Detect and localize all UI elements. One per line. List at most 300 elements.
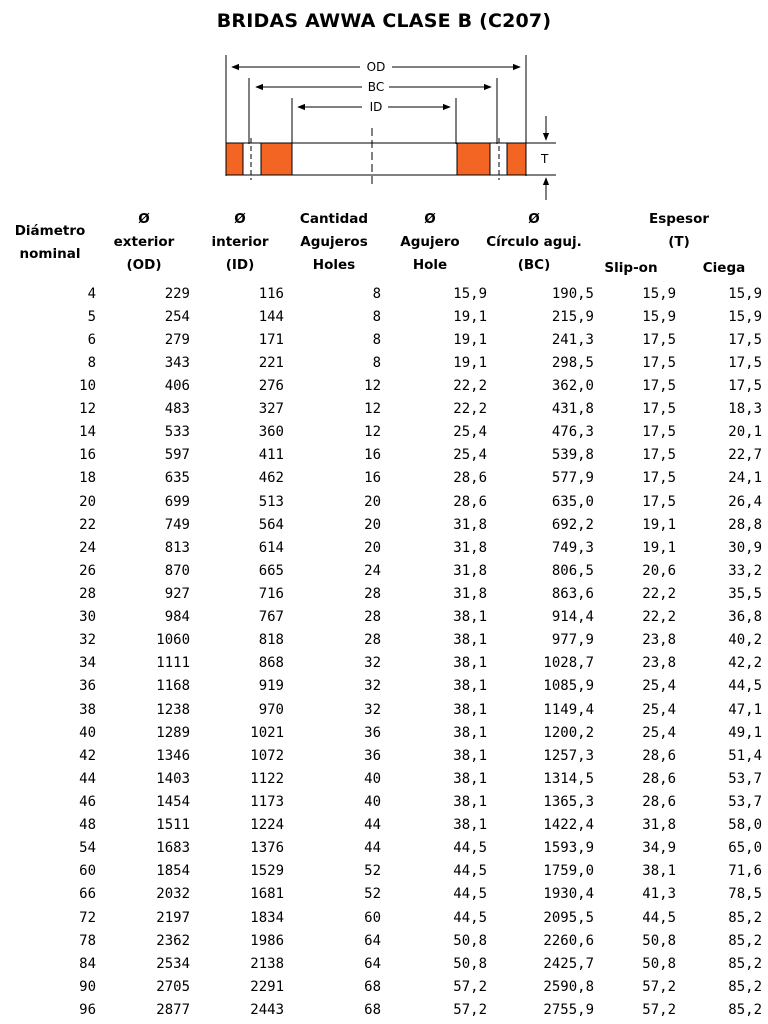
table-cell: 34 [79,655,96,672]
flange-section-right [507,143,526,175]
table-cell: 806,5 [551,562,594,579]
table-cell: 28,6 [453,470,487,487]
table-cell: 2425,7 [543,955,594,972]
table-cell: 20 [364,493,381,510]
table-cell: 8 [372,308,381,325]
table-cell: 52 [364,863,381,880]
table-cell: 116 [258,285,284,302]
table-cell: 1759,0 [543,863,594,880]
table-cell: 84 [79,955,96,972]
table-cell: 72 [79,909,96,926]
table-cell: 1289 [156,724,190,741]
table-row [0,790,768,813]
table-cell: 2877 [156,1001,190,1018]
table-cell: 20,1 [728,424,762,441]
table-cell: 16 [364,470,381,487]
table-cell: 50,8 [453,955,487,972]
table-cell: 635,0 [551,493,594,510]
flange-table [0,282,768,1022]
table-cell: 411 [258,447,284,464]
table-row [0,675,768,698]
table-cell: 85,2 [728,978,762,995]
table-row [0,351,768,374]
table-row [0,698,768,721]
table-cell: 22,2 [642,609,676,626]
table-cell: 20 [364,516,381,533]
table-cell: 8 [372,331,381,348]
table-cell: 46 [79,793,96,810]
table-cell: 36 [364,747,381,764]
table-cell: 1111 [156,655,190,672]
table-row [0,929,768,952]
table-cell: 50,8 [453,932,487,949]
table-cell: 2260,6 [543,932,594,949]
table-cell: 64 [364,955,381,972]
table-cell: 254 [164,308,190,325]
table-cell: 32 [364,701,381,718]
table-cell: 19,1 [642,516,676,533]
table-cell: 48 [79,817,96,834]
table-cell: 1930,4 [543,886,594,903]
table-cell: 18,3 [728,401,762,418]
page-title: BRIDAS AWWA CLASE B (C207) [216,10,552,32]
table-row [0,374,768,397]
table-cell: 22 [79,516,96,533]
table-cell: 863,6 [551,585,594,602]
table-cell: 57,2 [642,978,676,995]
table-cell: 229 [164,285,190,302]
header-slipon: Slip-on [604,260,658,276]
table-cell: 298,5 [551,354,594,371]
table-cell: 17,5 [642,377,676,394]
table-cell: 2534 [156,955,190,972]
table-cell: 577,9 [551,470,594,487]
table-cell: 1529 [250,863,284,880]
table-cell: 23,8 [642,632,676,649]
table-row [0,582,768,605]
table-cell: 665 [258,562,284,579]
table-cell: 17,5 [642,401,676,418]
table-cell: 22,7 [728,447,762,464]
table-cell: 85,2 [728,1001,762,1018]
id-label: ID [369,100,383,114]
table-cell: 25,4 [453,424,487,441]
table-row [0,559,768,582]
table-cell: 513 [258,493,284,510]
table-cell: 870 [164,562,190,579]
table-cell: 1454 [156,793,190,810]
table-cell: 276 [258,377,284,394]
table-cell: 22,2 [453,401,487,418]
table-cell: 1021 [250,724,284,741]
table-cell: 44,5 [453,909,487,926]
diameter-symbol: Ø [528,211,540,227]
table-cell: 30 [79,609,96,626]
table-cell: 38 [79,701,96,718]
table-cell: 1314,5 [543,770,594,787]
table-cell: 327 [258,401,284,418]
table-row [0,952,768,975]
table-cell: 17,5 [642,447,676,464]
table-row [0,536,768,559]
table-cell: 1238 [156,701,190,718]
table-row [0,906,768,929]
table-cell: 1834 [250,909,284,926]
table-cell: 26,4 [728,493,762,510]
table-cell: 57,2 [453,978,487,995]
flange-diagram [0,50,768,210]
flange-table-body [0,282,768,1022]
table-cell: 533 [164,424,190,441]
table-cell: 53,7 [728,793,762,810]
table-cell: 23,8 [642,655,676,672]
table-cell: 406 [164,377,190,394]
table-cell: 22,2 [642,585,676,602]
table-cell: 2291 [250,978,284,995]
table-cell: 16 [79,447,96,464]
table-row [0,744,768,767]
table-cell: 28 [364,585,381,602]
table-cell: 28,6 [642,747,676,764]
table-cell: 32 [364,678,381,695]
table-cell: 41,3 [642,886,676,903]
table-cell: 28 [364,632,381,649]
table-cell: 78 [79,932,96,949]
flange-section-left-inner [261,143,292,175]
table-cell: 36 [364,724,381,741]
table-row [0,282,768,305]
table-cell: 1028,7 [543,655,594,672]
table-cell: 38,1 [642,863,676,880]
table-row [0,652,768,675]
table-cell: 54 [79,840,96,857]
table-row [0,305,768,328]
table-cell: 42,2 [728,655,762,672]
table-cell: 279 [164,331,190,348]
table-cell: 1168 [156,678,190,695]
table-cell: 19,1 [453,354,487,371]
table-cell: 1683 [156,840,190,857]
table-cell: 44,5 [728,678,762,695]
table-cell: 38,1 [453,770,487,787]
flange-section-left [226,143,243,175]
table-cell: 38,1 [453,817,487,834]
table-cell: 31,8 [453,585,487,602]
table-cell: 15,9 [642,285,676,302]
table-cell: 25,4 [453,447,487,464]
table-cell: 2032 [156,886,190,903]
table-cell: 71,6 [728,863,762,880]
header-od: Ø exterior (OD) [100,208,188,277]
table-row [0,421,768,444]
table-cell: 65,0 [728,840,762,857]
table-cell: 12 [364,377,381,394]
table-cell: 483 [164,401,190,418]
table-cell: 44 [79,770,96,787]
table-cell: 1173 [250,793,284,810]
table-cell: 47,1 [728,701,762,718]
table-cell: 85,2 [728,955,762,972]
table-cell: 31,8 [453,516,487,533]
table-cell: 215,9 [551,308,594,325]
table-cell: 78,5 [728,886,762,903]
table-cell: 17,5 [642,424,676,441]
table-row [0,490,768,513]
table-cell: 6 [87,331,96,348]
table-cell: 8 [372,285,381,302]
table-cell: 36,8 [728,609,762,626]
table-row [0,328,768,351]
table-cell: 8 [372,354,381,371]
table-cell: 1593,9 [543,840,594,857]
diameter-symbol: Ø [424,211,436,227]
table-cell: 20,6 [642,562,676,579]
table-cell: 597 [164,447,190,464]
table-cell: 927 [164,585,190,602]
table-cell: 31,8 [453,539,487,556]
table-cell: 977,9 [551,632,594,649]
table-cell: 1060 [156,632,190,649]
table-cell: 1072 [250,747,284,764]
table-cell: 49,1 [728,724,762,741]
table-cell: 38,1 [453,609,487,626]
table-cell: 38,1 [453,747,487,764]
table-row [0,883,768,906]
table-cell: 12 [79,401,96,418]
table-cell: 10 [79,377,96,394]
table-cell: 1346 [156,747,190,764]
table-cell: 1224 [250,817,284,834]
table-cell: 15,9 [728,285,762,302]
t-label: T [541,152,549,166]
table-cell: 40,2 [728,632,762,649]
table-cell: 699 [164,493,190,510]
table-cell: 360 [258,424,284,441]
table-cell: 53,7 [728,770,762,787]
table-cell: 44,5 [453,840,487,857]
table-cell: 15,9 [728,308,762,325]
table-cell: 16 [364,447,381,464]
table-cell: 14 [79,424,96,441]
table-cell: 25,4 [642,678,676,695]
table-cell: 64 [364,932,381,949]
table-cell: 19,1 [642,539,676,556]
header-thickness: Espesor (T) [648,211,710,250]
table-cell: 24,1 [728,470,762,487]
table-cell: 17,5 [642,493,676,510]
table-cell: 44,5 [453,863,487,880]
table-cell: 38,1 [453,655,487,672]
table-cell: 19,1 [453,308,487,325]
table-cell: 171 [258,331,284,348]
table-cell: 1376 [250,840,284,857]
table-cell: 12 [364,424,381,441]
table-cell: 42 [79,747,96,764]
table-cell: 50,8 [642,955,676,972]
table-cell: 28,6 [642,770,676,787]
header-quantity: Cantidad Agujeros Holes [299,211,369,273]
table-cell: 28,8 [728,516,762,533]
table-cell: 31,8 [453,562,487,579]
table-row [0,814,768,837]
table-cell: 25,4 [642,724,676,741]
bc-label: BC [367,80,385,94]
table-cell: 1422,4 [543,817,594,834]
table-cell: 970 [258,701,284,718]
table-cell: 38,1 [453,724,487,741]
table-cell: 8 [87,354,96,371]
table-cell: 1681 [250,886,284,903]
table-cell: 2362 [156,932,190,949]
table-cell: 38,1 [453,678,487,695]
table-row [0,975,768,998]
table-cell: 4 [87,285,96,302]
table-cell: 33,2 [728,562,762,579]
table-cell: 30,9 [728,539,762,556]
table-cell: 462 [258,470,284,487]
table-cell: 343 [164,354,190,371]
table-cell: 17,5 [642,470,676,487]
table-row [0,513,768,536]
table-cell: 1122 [250,770,284,787]
table-cell: 221 [258,354,284,371]
table-cell: 34,9 [642,840,676,857]
table-cell: 66 [79,886,96,903]
table-cell: 28 [364,609,381,626]
table-cell: 32 [364,655,381,672]
table-cell: 1403 [156,770,190,787]
table-row [0,398,768,421]
table-row [0,860,768,883]
table-cell: 564 [258,516,284,533]
table-cell: 38,1 [453,632,487,649]
table-cell: 1854 [156,863,190,880]
table-cell: 1085,9 [543,678,594,695]
table-cell: 28 [79,585,96,602]
table-cell: 44 [364,817,381,834]
table-cell: 50,8 [642,932,676,949]
table-cell: 2443 [250,1001,284,1018]
table-row [0,721,768,744]
table-cell: 818 [258,632,284,649]
table-cell: 22,2 [453,377,487,394]
table-cell: 1986 [250,932,284,949]
table-cell: 716 [258,585,284,602]
table-cell: 25,4 [642,701,676,718]
table-cell: 38,1 [453,701,487,718]
table-cell: 26 [79,562,96,579]
table-cell: 749,3 [551,539,594,556]
table-cell: 1257,3 [543,747,594,764]
header-bolt-circle: Ø Círculo aguj. (BC) [484,208,584,277]
table-cell: 539,8 [551,447,594,464]
table-cell: 51,4 [728,747,762,764]
table-row [0,444,768,467]
table-cell: 635 [164,470,190,487]
table-cell: 35,5 [728,585,762,602]
header-id: Ø interior (ID) [196,208,284,277]
table-cell: 362,0 [551,377,594,394]
table-cell: 2755,9 [543,1001,594,1018]
table-cell: 20 [364,539,381,556]
table-cell: 17,5 [642,354,676,371]
table-cell: 15,9 [642,308,676,325]
table-cell: 431,8 [551,401,594,418]
flange-section-right-inner [457,143,490,175]
table-cell: 17,5 [728,331,762,348]
header-nominal: Diámetro nominal [14,223,86,262]
header-ciega: Ciega [702,260,746,276]
table-cell: 20 [79,493,96,510]
table-cell: 15,9 [453,285,487,302]
table-cell: 614 [258,539,284,556]
table-cell: 190,5 [551,285,594,302]
table-cell: 2590,8 [543,978,594,995]
table-row [0,998,768,1021]
table-row [0,837,768,860]
table-cell: 12 [364,401,381,418]
table-cell: 85,2 [728,932,762,949]
table-cell: 241,3 [551,331,594,348]
od-label: OD [366,60,386,74]
table-cell: 40 [79,724,96,741]
table-cell: 31,8 [642,817,676,834]
table-cell: 60 [364,909,381,926]
table-cell: 38,1 [453,793,487,810]
table-cell: 90 [79,978,96,995]
table-cell: 40 [364,770,381,787]
table-cell: 40 [364,793,381,810]
table-row [0,467,768,490]
table-cell: 24 [79,539,96,556]
table-cell: 5 [87,308,96,325]
table-cell: 68 [364,1001,381,1018]
table-cell: 914,4 [551,609,594,626]
table-cell: 32 [79,632,96,649]
table-cell: 144 [258,308,284,325]
table-cell: 44,5 [453,886,487,903]
table-cell: 2705 [156,978,190,995]
table-cell: 17,5 [642,331,676,348]
table-cell: 692,2 [551,516,594,533]
header-hole: Ø Agujero Hole [386,208,474,277]
table-cell: 28,6 [642,793,676,810]
table-cell: 1511 [156,817,190,834]
table-cell: 96 [79,1001,96,1018]
table-cell: 1365,3 [543,793,594,810]
table-cell: 85,2 [728,909,762,926]
table-cell: 58,0 [728,817,762,834]
table-cell: 60 [79,863,96,880]
diameter-symbol: Ø [234,211,246,227]
table-cell: 2197 [156,909,190,926]
table-cell: 52 [364,886,381,903]
table-cell: 19,1 [453,331,487,348]
table-cell: 1149,4 [543,701,594,718]
table-cell: 57,2 [642,1001,676,1018]
table-cell: 767 [258,609,284,626]
table-row [0,606,768,629]
table-cell: 36 [79,678,96,695]
table-cell: 813 [164,539,190,556]
table-cell: 984 [164,609,190,626]
table-row [0,767,768,790]
table-cell: 68 [364,978,381,995]
table-cell: 18 [79,470,96,487]
table-cell: 2095,5 [543,909,594,926]
table-cell: 868 [258,655,284,672]
table-cell: 476,3 [551,424,594,441]
